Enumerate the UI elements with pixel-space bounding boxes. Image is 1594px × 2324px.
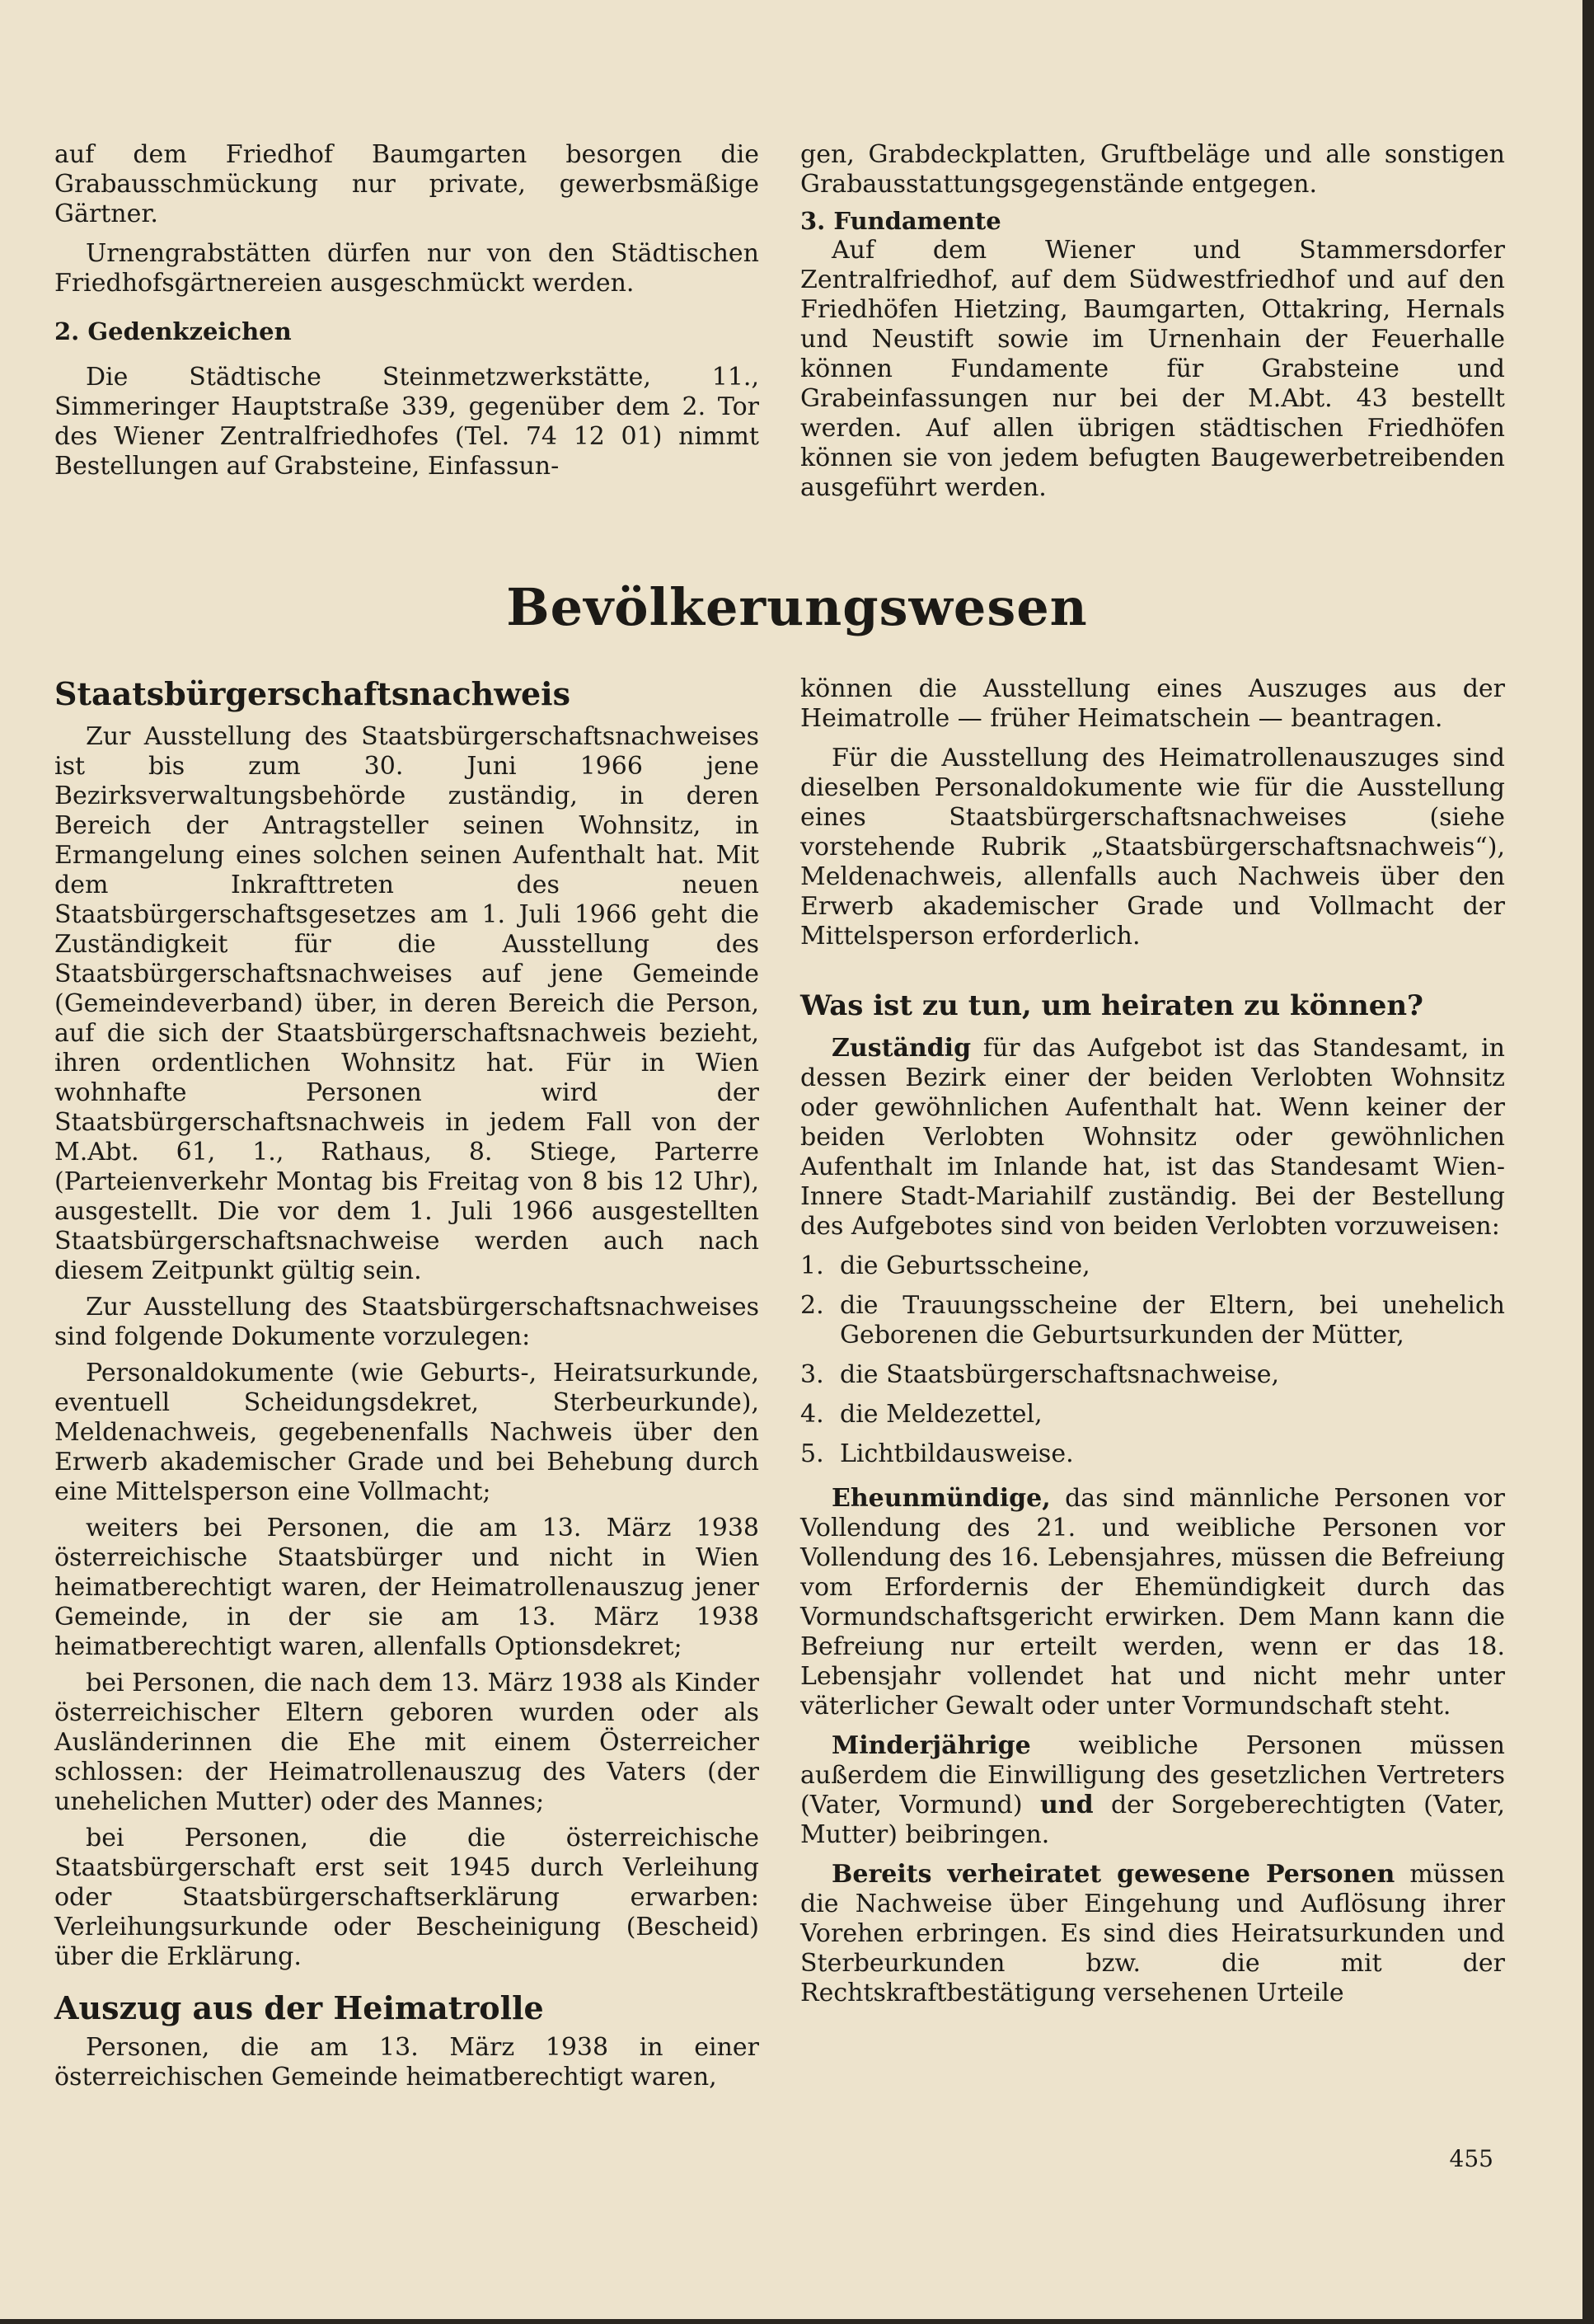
list-item [800, 1291, 1505, 1350]
paragraph [800, 1484, 1505, 1721]
paragraph: Personaldokumente (wie Geburts-, Heiratsurkunde, eventuell Scheidungsdekret, Sterbeurkunde), Meldenachweis, gegebenenfalls Nachweis über den Erwerb akademischer Grade und bei Behebung durch eine Mittelsperson eine Vollmacht; [54, 1359, 759, 1506]
paragraph: weiters bei Personen, die am 13. März 1938 österreichische Staatsbürger und nicht in Wien heimatberechtigt waren, der Heimatrollenauszug jener Gemeinde, in der sie am 13. März 1938 heimatberechtigt waren, allenfalls Optionsdekret; [54, 1514, 759, 1661]
paragraph-text: weibliche Personen müssen außerdem die Einwilligung des gesetzlichen Vertreters (Vater, Vormund) [800, 1731, 1505, 1819]
document-list [800, 1251, 1505, 1469]
list-text: die Trauungsscheine der Eltern, bei unehelich Geborenen die Geburtsurkunden der Mütter, [840, 1291, 1505, 1350]
list-text: die Meldezettel, [840, 1400, 1043, 1429]
list-item [800, 1360, 1505, 1390]
paragraph: auf dem Friedhof Baumgarten besorgen die Grabausschmückung nur private, gewerbsmäßige Gärtner. [54, 140, 759, 228]
lead-minderjaehrige: Minderjährige [832, 1731, 1031, 1760]
list-item [800, 1251, 1505, 1281]
paragraph-text: der Sorgeberechtigten (Vater, Mutter) beibringen. [800, 1791, 1506, 1849]
main-left-column [54, 676, 759, 2092]
page-number: 455 [1449, 2145, 1493, 2172]
paragraph [800, 1731, 1505, 1850]
paragraph-text: das sind männliche Personen vor Vollendung des 21. und weibliche Personen vor Vollendung des 16. Lebensjahres, müssen die Befreiung vom Erfordernis der Ehemündigkeit durch das Vormundschaftsgericht erwirken. Dem Mann kann die Befreiung nur erteilt werden, wenn er das 18. Lebensjahr vollendet hat und nicht mehr unter väterlicher Gewalt oder unter Vormundschaft steht. [800, 1484, 1505, 1721]
heading-fundamente: 3. Fundamente [800, 207, 1001, 235]
paragraph: Die Städtische Steinmetzwerkstätte, 11., Simmeringer Hauptstraße 339, gegenüber dem 2. Tor des Wiener Zentralfriedhofes (Tel. 74 12 01) nimmt Bestellungen auf Grabsteine, Einfassun- [54, 363, 759, 481]
paragraph: Zur Ausstellung des Staatsbürgerschaftsnachweises ist bis zum 30. Juni 1966 jene Bezirksverwaltungsbehörde zuständig, in deren Bereich der Antragsteller seinen Wohnsitz, in Ermangelung eines solchen seinen Aufenthalt hat. Mit dem Inkrafttreten des neuen Staatsbürgerschaftsgesetzes am 1. Juli 1966 geht die Zuständigkeit für die Ausstellung des Staatsbürgerschaftsnachweises auf jene Gemeinde (Gemeindeverband) über, in deren Bereich die Person, auf die sich der Staatsbürgerschaftsnachweis bezieht, ihren ordentlichen Wohnsitz hat. Für in Wien wohnhafte Personen wird der Staatsbürgerschaftsnachweis in jedem Fall von der M.Abt. 61, 1., Rathaus, 8. Stiege, Parterre (Parteienverkehr Montag bis Freitag von 8 bis 12 Uhr), ausgestellt. Die vor dem 1. Juli 1966 ausgestellten Staatsbürgerschaftsnachweise werden auch nach diesem Zeitpunkt gültig sein. [54, 722, 759, 1285]
paragraph: Urnengrabstätten dürfen nur von den Städtischen Friedhofsgärtnereien ausgeschmückt werden. [54, 239, 759, 298]
list-number: 1. [800, 1251, 824, 1280]
list-number: 4. [800, 1400, 824, 1429]
heading-heiraten: Was ist zu tun, um heiraten zu können? [800, 989, 1423, 1022]
main-right-column [800, 674, 1505, 2008]
lead-verheiratet: Bereits verheiratet gewesene Personen [832, 1860, 1395, 1889]
list-item [800, 1439, 1505, 1469]
paragraph [800, 1034, 1505, 1242]
paragraph [800, 1860, 1505, 2008]
paragraph-text: für das Aufgebot ist das Standesamt, in dessen Bezirk einer der beiden Verlobten Wohnsitz oder gewöhnlichen Aufenthalt hat. Wenn keiner der beiden Verlobten Wohnsitz oder gewöhnlichen Aufenthalt im Inlande hat, ist das Standesamt Wien-Innere Stadt-Mariahilf zuständig. Bei der Bestellung des Aufgebotes sind von beiden Verlobten vorzuweisen: [800, 1034, 1505, 1241]
list-number: 2. [800, 1291, 824, 1320]
paragraph: Für die Ausstellung des Heimatrollenauszuges sind dieselben Personaldokumente wie für die Ausstellung eines Staatsbürgerschaftsnachweises (siehe vorstehende Rubrik „Staatsbürgerschaftsnachweis“), Meldenachweis, allenfalls auch Nachweis über den Erwerb akademischer Grade und Vollmacht der Mittelsperson erforderlich. [800, 744, 1505, 951]
list-text: die Staatsbürgerschaftsnachweise, [840, 1360, 1280, 1389]
paragraph-text: müssen die Nachweise über Eingehung und Auflösung ihrer Vorehen erbringen. Es sind dies Heiratsurkunden und Sterbeurkunden bzw. die mit der Rechtskraftbestätigung versehenen Urteile [800, 1860, 1505, 2007]
lead-zustaendig: Zuständig [832, 1034, 972, 1063]
heading-gedenkzeichen: 2. Gedenkzeichen [54, 317, 292, 345]
list-text: Lichtbildausweise. [840, 1439, 1074, 1468]
section-title: Bevölkerungswesen [506, 577, 1088, 637]
lead-eheunmuendige: Eheunmündige, [832, 1484, 1051, 1513]
list-number: 3. [800, 1360, 824, 1389]
paragraph: Zur Ausstellung des Staatsbürgerschaftsnachweises sind folgende Dokumente vorzulegen: [54, 1293, 759, 1351]
emphasis-und: und [1039, 1791, 1094, 1819]
top-left-column [54, 140, 759, 481]
paragraph: Personen, die am 13. März 1938 in einer österreichischen Gemeinde heimatberechtigt waren, [54, 2033, 759, 2092]
heading-auszug: Auszug aus der Heimatrolle [54, 1989, 544, 2026]
paragraph: können die Ausstellung eines Auszuges aus der Heimatrolle — früher Heimatschein — beantragen. [800, 674, 1505, 733]
top-right-column [800, 140, 1505, 503]
list-item [800, 1400, 1505, 1430]
list-number: 5. [800, 1439, 824, 1468]
list-text: die Geburtsscheine, [840, 1251, 1090, 1280]
paragraph: gen, Grabdeckplatten, Gruftbeläge und alle sonstigen Grabausstattungsgegenstände entgegen. [800, 140, 1505, 199]
heading-staatsbuergerschaftsnachweis: Staatsbürgerschaftsnachweis [54, 675, 570, 712]
paragraph: Auf dem Wiener und Stammersdorfer Zentralfriedhof, auf dem Südwestfriedhof und auf den Friedhöfen Hietzing, Baumgarten, Ottakring, Hernals und Neustift sowie im Urnenhain der Feuerhalle können Fundamente für Grabsteine und Grabeinfassungen nur bei der M.Abt. 43 bestellt werden. Auf allen übrigen städtischen Friedhöfen können sie von jedem befugten Baugewerbetreibenden ausgeführt werden. [800, 236, 1505, 502]
paragraph: bei Personen, die nach dem 13. März 1938 als Kinder österreichischer Eltern geboren wurden oder als Ausländerinnen die Ehe mit einem Österreicher schlossen: der Heimatrollenauszug des Vaters (der unehelichen Mutter) oder des Mannes; [54, 1669, 759, 1816]
paragraph: bei Personen, die die österreichische Staatsbürgerschaft erst seit 1945 durch Verleihung oder Staatsbürgerschaftserklärung erwarben: Verleihungsurkunde oder Bescheinigung (Bescheid) über die Erklärung. [54, 1824, 759, 1971]
